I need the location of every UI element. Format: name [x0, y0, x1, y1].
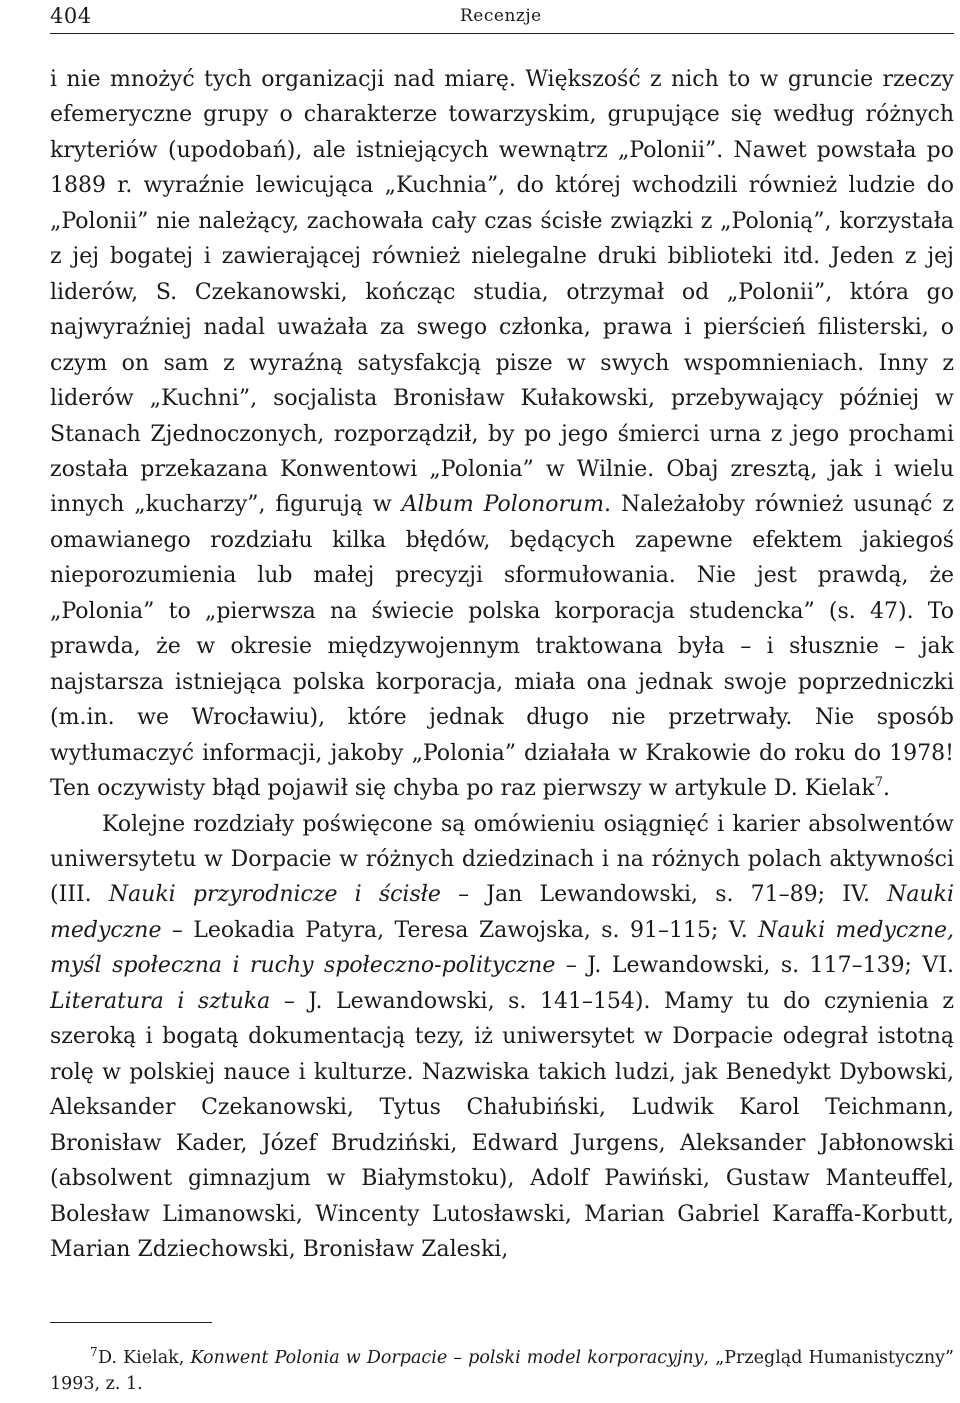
text-run: i nie mnożyć tych organizacji nad miarę. Większość z nich to w gruncie rzeczy efemeryczne grupy o charakterze towarzyskim, grupujące się według różnych kryteriów (upodobań), ale istniejących wewnątrz „Polonii”. Nawet powstała po 1889 r. wyraźnie lewicująca „Kuchnia”, do której wchodzili również ludzie do „Polonii” nie należący, zachowała cały czas ścisłe związki z „Polonią”, korzystała z jej bogatej i zawierającej również nielegalne druki biblioteki itd. Jeden z jej liderów, S. Czekanowski, kończąc studia, otrzymał od „Polonii”, która go najwyraźniej nadal uważała za swego członka, prawa i pierścień filisterski, o czym on sam z wyraźną satysfakcją pisze w swych wspomnieniach. Inny z liderów „Kuchni”, socjalista Bronisław Kułakowski, przebywający później w Stanach Zjednoczonych, rozporządził, by po jego śmierci urna z jego prochami została przekazana Konwentowi „Polonia” w Wilnie. Obaj zresztą, jak i wielu innych „kucharzy”, figurują w — [50, 67, 954, 518]
text-run: – J. Lewandowski, s. 117–139; VI. — [555, 953, 955, 979]
italic-text: Literatura i sztuka — [50, 988, 271, 1014]
text-run: Kolejne rozdziały poświęcone są omówieniu osiągnięć i karier absolwentów uniwersytetu w Dorpacie w różnych dziedzinach i na różnych polach aktywności (III. — [50, 811, 954, 908]
footnote — [50, 1345, 954, 1397]
footnote-rule — [50, 1322, 212, 1323]
text-run: – Jan Lewandowski, s. 71–89; IV. — [440, 882, 888, 908]
italic-text: Nauki przyrodnicze i ścisłe — [108, 882, 441, 908]
italic-text: Konwent Polonia w Dorpacie – polski model korporacyjny — [190, 1348, 704, 1368]
text-run: , „Przegląd Humanistyczny” 1993, z. 1. — [50, 1348, 955, 1394]
italic-text: Nauki medyczne, myśl społeczna i ruchy społeczno-polityczne — [50, 917, 954, 979]
text-run: – J. Lewandowski, s. 141–154). Mamy tu do czynienia z szeroką i bogatą dokumentacją tezy, iż uniwersytet w Dorpacie odegrał istotną rolę w polskiej nauce i kulturze. Nazwiska takich ludzi, jak Benedykt Dybowski, Aleksander Czekanowski, Tytus Chałubiński, Ludwik Karol Teichmann, Bronisław Kader, Józef Brudziński, Edward Jurgens, Aleksander Jabłonowski (absolwent gimnazjum w Białymstoku), Adolf Pawiński, Gustaw Manteuffel, Bolesław Limanowski, Wincenty Lutosławski, Marian Gabriel Karaffa-Korbutt, Marian Zdziechowski, Bronisław Zaleski, — [50, 988, 954, 1262]
footnote-marker — [50, 1345, 98, 1371]
body-text — [50, 62, 954, 1267]
italic-text: Album Polonorum — [401, 492, 605, 518]
page-header — [50, 0, 954, 34]
running-head: Recenzje — [460, 6, 542, 26]
text-run: . Należałoby również usunąć z omawianego rozdziału kilka błędów, będących zapewne efektem jakiegoś nieporozumienia lub małej precyzji sformułowania. Nie jest prawdą, że „Polonia” to „pierwsza na świecie polska korporacja studencka” (s. 47). To prawda, że w okresie międzywojennym traktowana była – i słusznie – jak najstarsza istniejąca polska korporacja, miała ona jednak swoje poprzedniczki (m.in. we Wrocławiu), które jednak długo nie przetrwały. Nie sposób wytłumaczyć informacji, jakoby „Polonia” działała w Krakowie do roku do 1978! Ten oczywisty błąd pojawił się chyba po raz pierwszy w artykule D. Kielak — [50, 492, 955, 802]
footnote-ref: 7 — [874, 775, 883, 791]
footnote-number: 7 — [90, 1345, 98, 1359]
paragraph — [50, 807, 954, 1268]
page — [50, 0, 954, 1403]
text-run: D. Kielak, — [98, 1348, 191, 1368]
text-run: – Leokadia Patyra, Teresa Zawojska, s. 91–115; V. — [161, 917, 759, 943]
paragraph — [50, 62, 954, 807]
page-number: 404 — [50, 4, 92, 28]
italic-text: Nauki medyczne — [50, 882, 955, 943]
text-run: . — [882, 776, 890, 802]
